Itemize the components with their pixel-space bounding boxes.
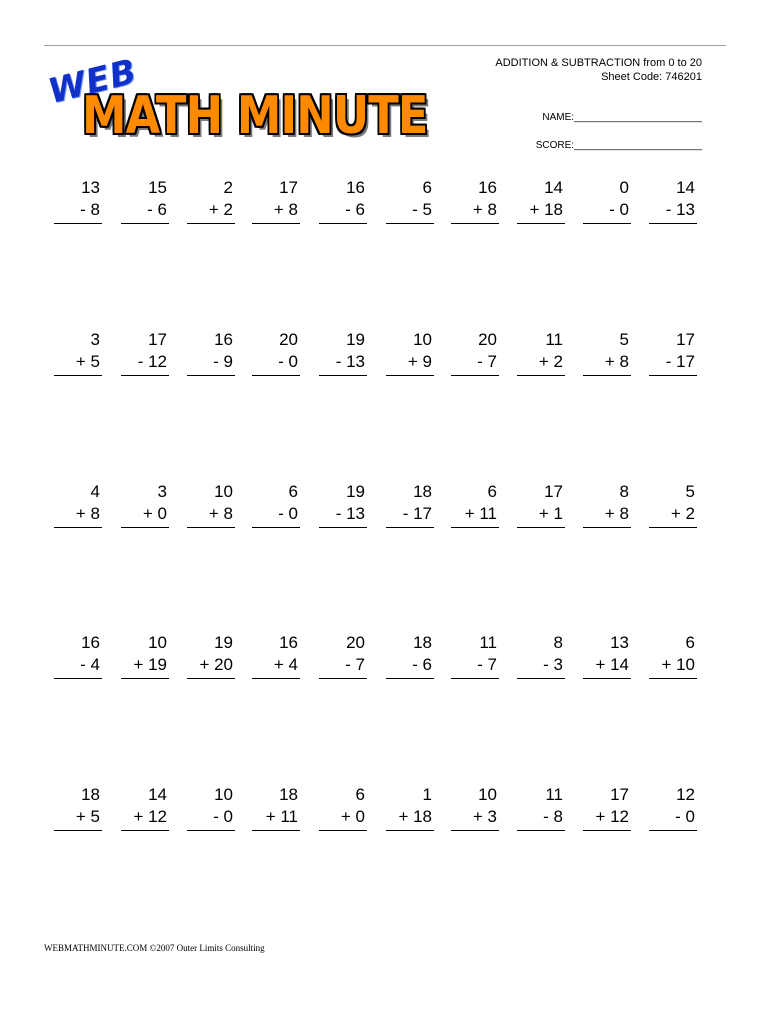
answer-line[interactable] (517, 375, 565, 376)
problem-operator-number: + 11 (265, 807, 298, 826)
problem-top-number: 6 (685, 633, 695, 652)
logo-web-text: WEB (44, 51, 141, 112)
problem-operator-number: + 0 (340, 807, 365, 826)
problem-top-number: 0 (619, 178, 629, 197)
problem-top-number: 20 (478, 330, 497, 349)
problem-4-6 (386, 632, 434, 692)
problem-top-number: 18 (81, 785, 100, 804)
problem-operator-number: + 12 (595, 807, 629, 826)
answer-line[interactable] (451, 223, 499, 224)
problem-3-10 (649, 481, 697, 541)
problem-operator-number: + 8 (273, 200, 298, 219)
problem-operator-number: - 0 (609, 200, 629, 219)
problem-4-3 (187, 632, 235, 692)
answer-line[interactable] (252, 678, 300, 679)
answer-line[interactable] (649, 830, 697, 831)
answer-line[interactable] (649, 678, 697, 679)
problem-2-4 (252, 329, 300, 389)
problem-operator-number: - 3 (543, 655, 563, 674)
problem-operator-number: + 8 (604, 504, 629, 523)
problem-4-2 (121, 632, 169, 692)
problem-operator-number: - 9 (213, 352, 233, 371)
problem-5-6 (386, 784, 434, 844)
problem-2-2 (121, 329, 169, 389)
problem-operator-number: - 17 (402, 504, 432, 523)
problem-top-number: 8 (553, 633, 563, 652)
problem-top-number: 5 (685, 482, 695, 501)
problem-operator-number: + 3 (472, 807, 497, 826)
problem-operator-number: + 18 (529, 200, 563, 219)
problem-top-number: 5 (619, 330, 629, 349)
problem-top-number: 12 (676, 785, 695, 804)
problem-4-10 (649, 632, 697, 692)
problem-operator-number: - 8 (80, 200, 100, 219)
problem-5-4 (252, 784, 300, 844)
problem-1-3 (187, 177, 235, 237)
problem-2-10 (649, 329, 697, 389)
problem-operator-number: + 8 (472, 200, 497, 219)
problem-operator-number: - 0 (278, 352, 298, 371)
answer-line[interactable] (517, 527, 565, 528)
answer-line[interactable] (583, 678, 631, 679)
problem-top-number: 13 (610, 633, 629, 652)
problem-top-number: 17 (279, 178, 298, 197)
answer-line[interactable] (386, 678, 434, 679)
answer-line[interactable] (517, 678, 565, 679)
answer-line[interactable] (121, 223, 169, 224)
answer-line[interactable] (252, 223, 300, 224)
problem-4-9 (583, 632, 631, 692)
problem-1-8 (517, 177, 565, 237)
problem-operator-number: + 8 (604, 352, 629, 371)
problem-2-1 (54, 329, 102, 389)
problem-top-number: 2 (223, 178, 233, 197)
problem-5-8 (517, 784, 565, 844)
problem-top-number: 16 (346, 178, 365, 197)
answer-line[interactable] (54, 223, 102, 224)
problem-operator-number: + 14 (595, 655, 629, 674)
problem-top-number: 19 (346, 482, 365, 501)
footer-copyright: WEBMATHMINUTE.COM ©2007 Outer Limits Consulting (44, 943, 265, 953)
problem-top-number: 14 (544, 178, 563, 197)
problem-top-number: 17 (676, 330, 695, 349)
problem-top-number: 11 (545, 785, 563, 804)
problem-operator-number: - 13 (665, 200, 695, 219)
answer-line[interactable] (649, 527, 697, 528)
sheet-code: Sheet Code: 746201 (601, 71, 702, 83)
problem-top-number: 19 (346, 330, 365, 349)
problem-2-6 (386, 329, 434, 389)
problem-top-number: 14 (148, 785, 167, 804)
answer-line[interactable] (252, 375, 300, 376)
answer-line[interactable] (121, 527, 169, 528)
problem-operator-number: + 8 (75, 504, 100, 523)
problem-1-10 (649, 177, 697, 237)
answer-line[interactable] (54, 678, 102, 679)
problem-operator-number: - 6 (345, 200, 365, 219)
problem-top-number: 10 (214, 482, 233, 501)
problem-4-8 (517, 632, 565, 692)
problem-3-8 (517, 481, 565, 541)
problem-5-5 (319, 784, 367, 844)
answer-line[interactable] (386, 527, 434, 528)
answer-line[interactable] (451, 527, 499, 528)
answer-line[interactable] (451, 830, 499, 831)
problem-top-number: 4 (90, 482, 100, 501)
problem-operator-number: + 19 (133, 655, 167, 674)
answer-line[interactable] (319, 527, 367, 528)
logo-main-text: MATH MINUTE (82, 86, 428, 146)
problem-1-7 (451, 177, 499, 237)
answer-line[interactable] (319, 830, 367, 831)
answer-line[interactable] (187, 223, 235, 224)
answer-line[interactable] (187, 678, 235, 679)
problem-3-9 (583, 481, 631, 541)
problem-operator-number: - 8 (543, 807, 563, 826)
problem-top-number: 17 (544, 482, 563, 501)
problem-operator-number: + 1 (538, 504, 563, 523)
answer-line[interactable] (187, 375, 235, 376)
answer-line[interactable] (583, 527, 631, 528)
problem-3-6 (386, 481, 434, 541)
answer-line[interactable] (583, 830, 631, 831)
problem-top-number: 13 (81, 178, 100, 197)
problem-2-3 (187, 329, 235, 389)
answer-line[interactable] (121, 375, 169, 376)
problem-operator-number: + 10 (661, 655, 695, 674)
problem-5-1 (54, 784, 102, 844)
problem-operator-number: - 6 (147, 200, 167, 219)
problem-4-4 (252, 632, 300, 692)
name-field[interactable]: NAME:_______________________ (542, 112, 702, 123)
problem-operator-number: + 12 (133, 807, 167, 826)
problem-top-number: 17 (148, 330, 167, 349)
answer-line[interactable] (54, 527, 102, 528)
answer-line[interactable] (121, 830, 169, 831)
problem-operator-number: + 20 (199, 655, 233, 674)
problem-5-9 (583, 784, 631, 844)
problem-4-1 (54, 632, 102, 692)
problem-top-number: 11 (479, 633, 497, 652)
problem-5-10 (649, 784, 697, 844)
problem-top-number: 16 (478, 178, 497, 197)
problem-top-number: 15 (148, 178, 167, 197)
answer-line[interactable] (517, 830, 565, 831)
answer-line[interactable] (649, 223, 697, 224)
problem-3-1 (54, 481, 102, 541)
problem-top-number: 3 (90, 330, 100, 349)
score-field[interactable]: SCORE:_______________________ (535, 140, 702, 151)
problem-top-number: 6 (355, 785, 365, 804)
problem-top-number: 18 (413, 633, 432, 652)
problem-top-number: 14 (676, 178, 695, 197)
answer-line[interactable] (54, 830, 102, 831)
problem-operator-number: - 0 (213, 807, 233, 826)
answer-line[interactable] (386, 223, 434, 224)
problem-1-2 (121, 177, 169, 237)
problem-2-5 (319, 329, 367, 389)
problem-1-1 (54, 177, 102, 237)
problem-top-number: 10 (148, 633, 167, 652)
problem-top-number: 1 (422, 785, 432, 804)
problem-top-number: 6 (422, 178, 432, 197)
answer-line[interactable] (252, 830, 300, 831)
problem-3-3 (187, 481, 235, 541)
problem-5-2 (121, 784, 169, 844)
problem-top-number: 18 (413, 482, 432, 501)
problem-operator-number: - 0 (675, 807, 695, 826)
problem-top-number: 6 (288, 482, 298, 501)
answer-line[interactable] (121, 678, 169, 679)
problem-top-number: 18 (279, 785, 298, 804)
answer-line[interactable] (386, 830, 434, 831)
answer-line[interactable] (187, 830, 235, 831)
problem-operator-number: + 11 (464, 504, 497, 523)
problem-operator-number: - 17 (665, 352, 695, 371)
problem-top-number: 10 (214, 785, 233, 804)
problem-operator-number: + 8 (208, 504, 233, 523)
problem-top-number: 10 (478, 785, 497, 804)
problem-operator-number: - 12 (137, 352, 167, 371)
problem-top-number: 8 (619, 482, 629, 501)
problem-operator-number: + 5 (75, 352, 100, 371)
answer-line[interactable] (319, 223, 367, 224)
problem-1-9 (583, 177, 631, 237)
problem-top-number: 20 (346, 633, 365, 652)
problem-1-5 (319, 177, 367, 237)
problem-4-5 (319, 632, 367, 692)
problem-operator-number: + 0 (142, 504, 167, 523)
problem-operator-number: + 2 (670, 504, 695, 523)
problem-2-8 (517, 329, 565, 389)
problem-3-5 (319, 481, 367, 541)
answer-line[interactable] (451, 678, 499, 679)
problem-operator-number: - 7 (477, 655, 497, 674)
answer-line[interactable] (252, 527, 300, 528)
problem-operator-number: - 7 (477, 352, 497, 371)
problem-top-number: 20 (279, 330, 298, 349)
problem-operator-number: + 4 (273, 655, 298, 674)
answer-line[interactable] (451, 375, 499, 376)
problem-3-4 (252, 481, 300, 541)
problem-top-number: 10 (413, 330, 432, 349)
problem-1-6 (386, 177, 434, 237)
problem-top-number: 6 (487, 482, 497, 501)
problem-top-number: 16 (81, 633, 100, 652)
answer-line[interactable] (583, 375, 631, 376)
problem-operator-number: - 13 (335, 352, 365, 371)
answer-line[interactable] (517, 223, 565, 224)
problem-operator-number: - 4 (80, 655, 100, 674)
answer-line[interactable] (54, 375, 102, 376)
problem-top-number: 19 (214, 633, 233, 652)
problem-3-2 (121, 481, 169, 541)
problem-4-7 (451, 632, 499, 692)
problem-5-3 (187, 784, 235, 844)
problem-top-number: 17 (610, 785, 629, 804)
sheet-title: ADDITION & SUBTRACTION from 0 to 20 (495, 57, 702, 69)
problem-operator-number: - 5 (412, 200, 432, 219)
problem-3-7 (451, 481, 499, 541)
problem-operator-number: - 0 (278, 504, 298, 523)
problem-operator-number: + 2 (208, 200, 233, 219)
answer-line[interactable] (649, 375, 697, 376)
problem-top-number: 11 (545, 330, 563, 349)
answer-line[interactable] (319, 678, 367, 679)
problem-operator-number: - 7 (345, 655, 365, 674)
problem-operator-number: - 13 (335, 504, 365, 523)
problem-2-9 (583, 329, 631, 389)
answer-line[interactable] (386, 375, 434, 376)
problem-operator-number: + 2 (538, 352, 563, 371)
problem-top-number: 3 (157, 482, 167, 501)
problem-1-4 (252, 177, 300, 237)
problem-operator-number: - 6 (412, 655, 432, 674)
problem-top-number: 16 (279, 633, 298, 652)
problem-operator-number: + 5 (75, 807, 100, 826)
problem-operator-number: + 18 (398, 807, 432, 826)
answer-line[interactable] (187, 527, 235, 528)
answer-line[interactable] (319, 375, 367, 376)
problem-operator-number: + 9 (407, 352, 432, 371)
problem-5-7 (451, 784, 499, 844)
problem-top-number: 16 (214, 330, 233, 349)
answer-line[interactable] (583, 223, 631, 224)
problem-2-7 (451, 329, 499, 389)
